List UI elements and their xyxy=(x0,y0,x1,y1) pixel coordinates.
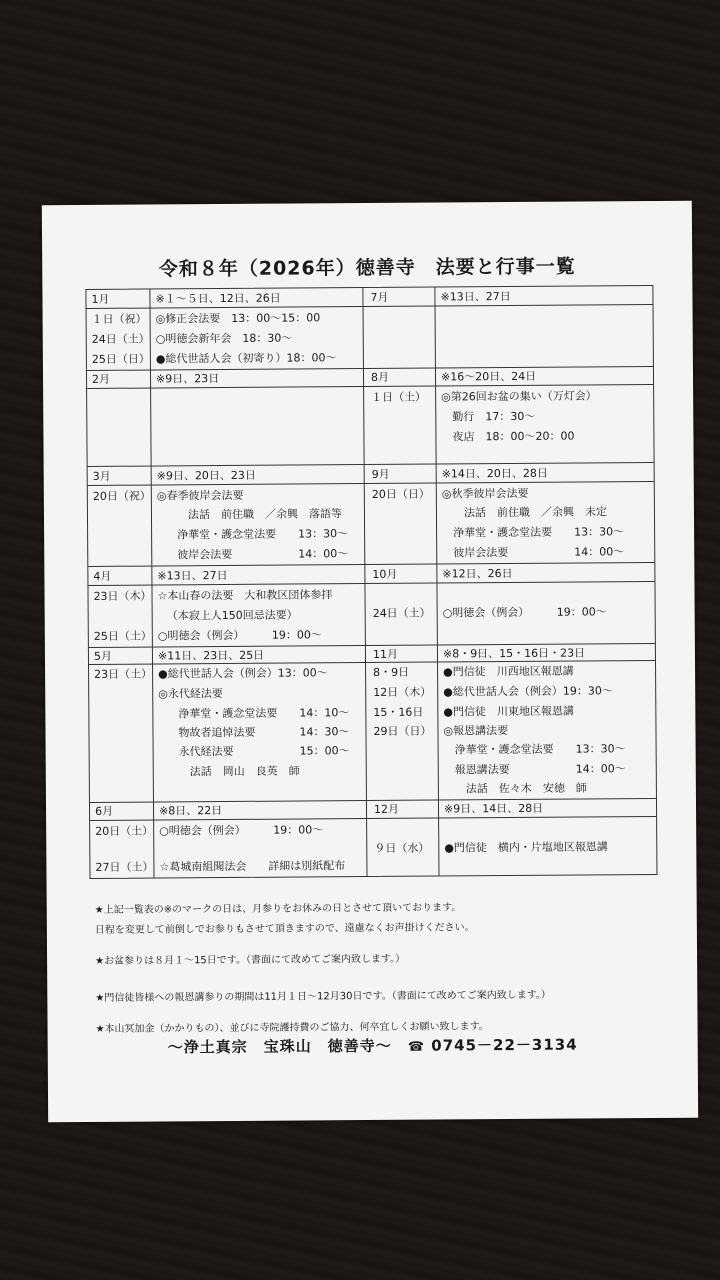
schedule-sheet xyxy=(42,201,698,1123)
telephone-icon: ☎ xyxy=(407,1039,426,1055)
rest-days-apr: ※13日、27日 xyxy=(157,568,228,583)
date-cell: 20日（日） xyxy=(371,487,430,501)
note-line: ★お盆参りは８月１～15日です。（書面にて改めてご案内致します。） xyxy=(95,953,406,967)
row-divider xyxy=(88,462,654,467)
month-label-jan: 1月 xyxy=(91,292,110,306)
event-line: 法話 岡山 良英 師 xyxy=(167,764,300,779)
rest-days-feb: ※9日、23日 xyxy=(155,372,220,386)
rest-days-jun: ※8日、22日 xyxy=(158,804,223,818)
note-line: 日程を変更して前倒しでお参りもさせて頂きますので、遠慮なくお声掛けください。 xyxy=(94,922,475,936)
month-label-sep: 9月 xyxy=(371,467,390,481)
event-line: 勤行 17：30～ xyxy=(441,409,536,424)
event-line: ◎永代経法要 xyxy=(158,687,223,701)
event-line: ◎報恩講法要 xyxy=(443,724,509,738)
month-label-jun: 6月 xyxy=(94,804,114,818)
page-title: 令和８年（2026年）徳善寺 法要と行事一覧 xyxy=(158,255,576,281)
event-line: 彼岸会法要 14：00～ xyxy=(166,547,349,562)
month-label-dec: 12月 xyxy=(373,802,400,816)
event-line: 浄華堂・護念堂法要 13：30～ xyxy=(442,525,625,540)
phone-number: 0745－22－3134 xyxy=(431,1035,578,1055)
rest-days-jul: ※13日、27日 xyxy=(440,290,511,304)
rest-days-mar: ※9日、20日、23日 xyxy=(156,468,256,483)
event-line: ○明徳会（例会） 19：00～ xyxy=(157,628,322,643)
event-line: 彼岸会法要 14：00～ xyxy=(442,545,625,560)
date-cell: 27日（土） xyxy=(95,860,154,874)
event-line: ●総代世話人会（例会）19：30～ xyxy=(443,684,613,699)
temple-footer xyxy=(48,1033,698,1059)
rest-days-aug: ※16～20日、24日 xyxy=(440,369,537,384)
date-cell: 23日（土） xyxy=(94,667,153,681)
date-cell: １日（祝） xyxy=(91,312,147,326)
date-cell: １日（土） xyxy=(371,390,427,404)
date-cell: 23日（木） xyxy=(93,589,152,603)
note-line: ★門信徒皆様への報恩講参りの期間は11月１日～12月30日です。（書面にて改めてご案内致します。） xyxy=(95,989,551,1004)
date-cell: 20日（土） xyxy=(95,824,154,838)
date-cell: 24日（土） xyxy=(372,606,431,620)
date-cell: 29日（日） xyxy=(373,724,432,738)
event-line: 物故者追悼法要 14：30～ xyxy=(167,725,350,740)
event-line: ●総代世話人会（初寄り）18：00～ xyxy=(155,351,337,366)
rest-days-jan: ※１～５日、12日、26日 xyxy=(155,291,281,306)
event-line: ☆葛城南組聞法会 詳細は別紙配布 xyxy=(159,859,346,874)
event-line: 法話 前住職 ／余興 未定 xyxy=(441,505,608,520)
notes-section xyxy=(94,887,665,1035)
date-cell: 8・9日 xyxy=(373,665,410,679)
date-cell: ９日（水） xyxy=(374,841,430,855)
month-label-mar: 3月 xyxy=(92,469,111,483)
event-line: ☆本山春の法要 大和教区団体参拝 xyxy=(157,588,333,603)
date-cell: 24日（土） xyxy=(91,332,150,346)
date-cell: 20日（祝） xyxy=(92,489,151,503)
note-line: ★上記一覧表の※のマークの日は、月参りをお休みの日とさせて頂いております。 xyxy=(94,902,462,916)
event-line: ◎修正会法要 13：00～15：00 xyxy=(155,311,321,326)
event-line: ○明徳会（例会） 19：00～ xyxy=(442,605,607,620)
event-line: ○明徳会（例会） 19：00～ xyxy=(159,823,324,838)
row-divider xyxy=(90,798,656,803)
month-label-aug: 8月 xyxy=(370,370,390,384)
month-label-nov: 11月 xyxy=(372,647,398,661)
row-divider xyxy=(87,366,653,371)
month-label-may: 5月 xyxy=(93,649,113,663)
month-label-oct: 10月 xyxy=(372,567,398,581)
rest-days-nov: ※8・9日、15・16日・23日 xyxy=(442,646,586,661)
month-label-jul: 7月 xyxy=(370,290,389,304)
temple-name: ～浄土真宗 宝珠山 徳善寺～ xyxy=(167,1036,392,1057)
month-label-feb: 2月 xyxy=(91,372,111,386)
date-cell: 15・16日 xyxy=(373,705,424,719)
rest-days-sep: ※14日、20日、28日 xyxy=(441,466,548,481)
rest-days-may: ※11日、23日、25日 xyxy=(157,648,265,663)
event-line: 法話 前住職 ／余興 落語等 xyxy=(165,507,343,522)
event-line: ◎春季彼岸会法要 xyxy=(156,488,244,503)
date-cell: 12日（木） xyxy=(373,685,432,699)
event-line: ○明徳会新年会 18：30～ xyxy=(155,331,293,346)
event-line: ●門信徒 川西地区報恩講 xyxy=(443,664,574,679)
event-line: 浄華堂・護念堂法要 14：10～ xyxy=(167,706,350,721)
event-line: 永代経法要 15：00～ xyxy=(167,744,350,759)
event-line: ●門信徒 川東地区報恩講 xyxy=(443,704,575,719)
event-line: ●門信徒 横内・片塩地区報恩講 xyxy=(444,840,608,855)
schedule-table xyxy=(85,285,657,879)
event-line: ◎第26回お盆の集い（万灯会） xyxy=(441,389,597,404)
rest-days-oct: ※12日、26日 xyxy=(442,567,513,581)
event-line: 法話 佐々木 安徳 師 xyxy=(443,781,587,796)
event-line: 浄華堂・護念堂法要 13：30～ xyxy=(443,742,626,757)
event-line: ◎秋季彼岸会法要 xyxy=(441,486,529,501)
rest-days-dec: ※9日、14日、28日 xyxy=(443,801,544,816)
event-line: 報恩講法要 14：00～ xyxy=(443,762,626,777)
month-label-apr: 4月 xyxy=(93,569,112,583)
row-divider xyxy=(88,562,654,567)
event-line: （本寂上人150回忌法要） xyxy=(166,608,298,623)
date-cell: 25日（日） xyxy=(91,352,150,366)
date-cell: 25日（土） xyxy=(93,629,152,643)
event-line: 浄華堂・護念堂法要 13：30～ xyxy=(166,527,349,542)
note-line: ★本山冥加金（かかりもの）、並びに寺院護持費のご協力、何卒宜しくお願い致します。 xyxy=(95,1021,489,1035)
event-line: ●総代世話人会（例会）13：00～ xyxy=(158,666,328,681)
event-line: 夜店 18：00～20：00 xyxy=(441,429,575,444)
